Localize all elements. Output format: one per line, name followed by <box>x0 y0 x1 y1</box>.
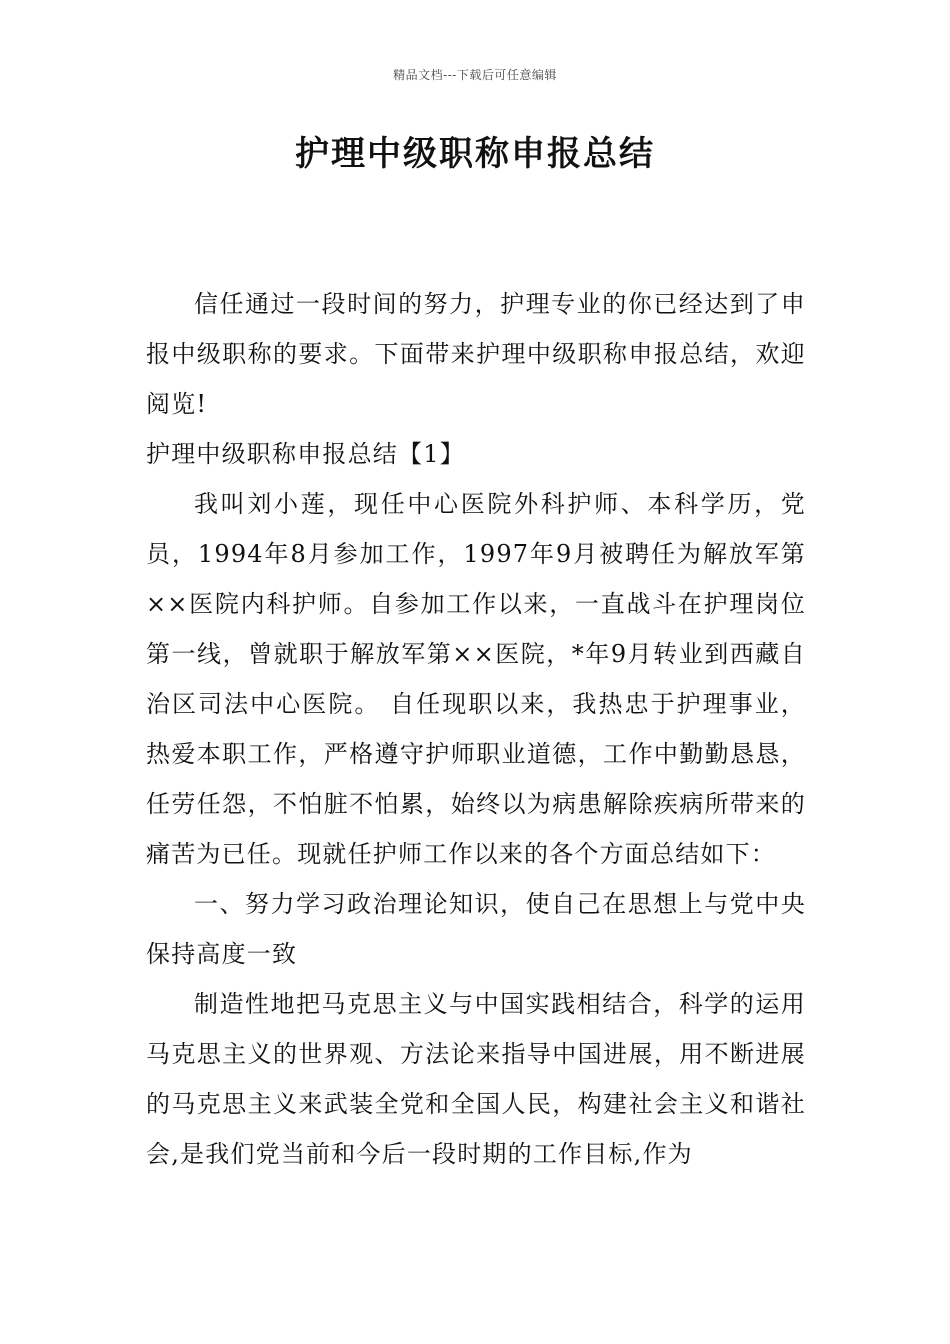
document-body <box>146 279 806 1179</box>
intro-paragraph: 信任通过一段时间的努力，护理专业的你已经达到了申报中级职称的要求。下面带来护理中级职称申报总结，欢迎阅览! <box>146 290 806 418</box>
header-note: 精品文档---下载后可任意编辑 <box>393 68 557 82</box>
subsection-heading: 一、努力学习政治理论知识，使自己在思想上与党中央保持高度一致 <box>146 890 806 968</box>
section-heading: 护理中级职称申报总结【1】 <box>146 440 465 468</box>
body-paragraph: 制造性地把马克思主义与中国实践相结合，科学的运用马克思主义的世界观、方法论来指导中国进展，用不断进展的马克思主义来武装全党和全国人民，构建社会主义和谐社会,是我们党当前和今后一段时期的工作目标,作为 <box>146 990 806 1168</box>
document-title: 护理中级职称申报总结 <box>295 134 655 174</box>
body-paragraph: 我叫刘小莲，现任中心医院外科护师、本科学历，党员，1994年8月参加工作，1997年9月被聘任为解放军第××医院内科护师。自参加工作以来，一直战斗在护理岗位第一线，曾就职于解放军第××医院，*年9月转业到西藏自治区司法中心医院。 自任现职以来，我热忠于护理事业，热爱本职工作，严格遵守护师职业道德，工作中勤勤恳恳，任劳任怨，不怕脏不怕累，始终以为病患解除疾病所带来的痛苦为已任。现就任护师工作以来的各个方面总结如下： <box>146 490 806 868</box>
